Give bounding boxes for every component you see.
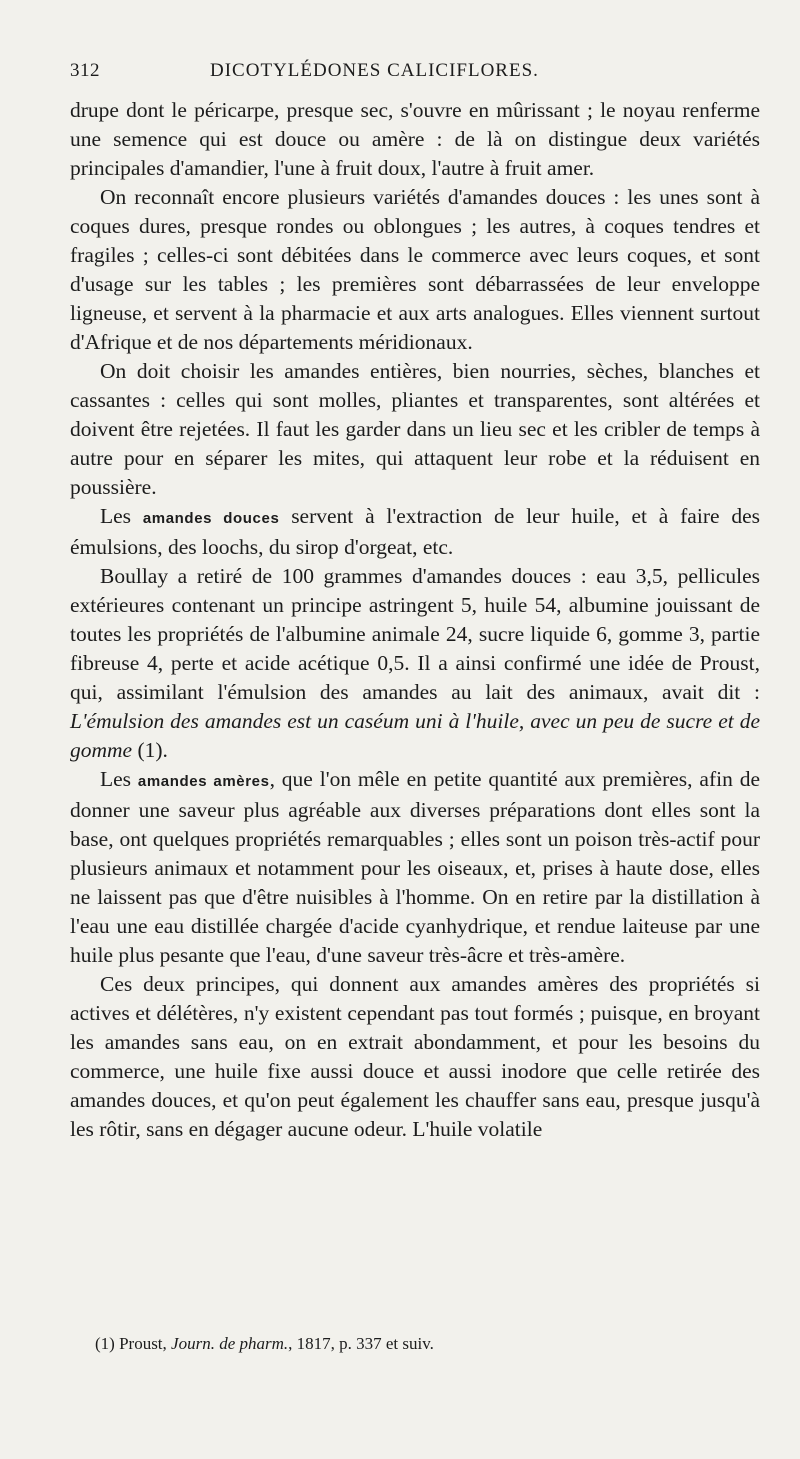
proust-quote: L'émulsion des amandes est un caséum uni à l'huile, avec un peu de sucre et de gomme [70, 709, 760, 762]
paragraph-7: Ces deux principes, qui donnent aux amandes amères des propriétés si actives et délétères, n'y existent cependant pas tout formés ; puisque, en broyant les amandes sans eau, on en extrait abondamment, et pour les besoins du commerce, une huile fixe aussi douce et aussi inodore que celle retirée des amandes douces, et qu'on peut également les chauffer sans eau, presque jusqu'à les rôtir, sans en dégager aucune odeur. L'huile volatile [70, 972, 760, 1141]
term-bitter-almonds: amandes amères [137, 773, 270, 790]
paragraph-3: On doit choisir les amandes entières, bien nourries, sèches, blanches et cassantes : celles qui sont molles, pliantes et transparentes, sont altérées et doivent être rejetées. Il faut les garder dans un lieu sec et les cribler de temps à autre pour en séparer les mites, qui attaquent leur robe et la réduisent en poussière. [70, 359, 760, 499]
paragraph-2: On reconnaît encore plusieurs variétés d'amandes douces : les unes sont à coques dures, presque rondes ou oblongues ; les autres, à coques tendres et fragiles ; celles-ci sont débitées dans le commerce avec leurs coques, et sont d'usage sur les tables ; les premières sont débarrassées de leur enveloppe ligneuse, et servent à la pharmacie et aux arts analogues. Elles viennent surtout d'Afrique et de nos départements méridionaux. [70, 185, 760, 354]
paragraph-6-rest: , que l'on mêle en petite quantité aux premières, afin de donner une saveur plus agréable aux diverses préparations dont elles sont la base, ont quelques propriétés remarquables ; elles sont un poison très-actif pour plusieurs animaux et notamment pour les oiseaux, et, prises à haute dose, elles ne laissent pas que d'être nuisibles à l'homme. On en retire par la distillation à l'eau une eau distillée chargée d'acide cyanhydrique, et rendue laiteuse par une huile plus pesante que l'eau, d'une saveur très-âcre et très-amère. [70, 767, 760, 967]
paragraph-5-text: Boullay a retiré de 100 grammes d'amandes douces : eau 3,5, pellicules extérieures contenant un principe astringent 5, huile 54, albumine jouissant de toutes les propriétés de l'albumine animale 24, sucre liquide 6, gomme 3, partie fibreuse 4, perte et acide acétique 0,5. Il a ainsi confirmé une idée de Proust, qui, assimilant l'émulsion des amandes au lait des animaux, avait dit : [70, 564, 760, 704]
term-sweet-almonds: amandes douces [142, 510, 280, 527]
paragraph-6 [70, 765, 760, 970]
footnote-marker: (1) Proust, [95, 1334, 172, 1353]
paragraph-4 [70, 502, 760, 562]
paragraph-1: drupe dont le péricarpe, presque sec, s'ouvre en mûrissant ; le noyau renferme une semence qui est douce ou amère : de là on distingue deux variétés principales d'amandier, l'une à fruit doux, l'autre à fruit amer. [70, 98, 760, 180]
footnote [95, 1333, 735, 1355]
paragraph-4-lead: Les [100, 504, 143, 528]
running-title: DICOTYLÉDONES CALICIFLORES. [210, 60, 539, 81]
page-header [70, 60, 760, 96]
footnote-journal: Journ. de pharm. [171, 1334, 289, 1353]
book-page [70, 60, 760, 1144]
paragraph-5 [70, 562, 760, 765]
page-number: 312 [70, 60, 100, 81]
footnote-reference: (1). [132, 738, 168, 762]
paragraph-6-lead: Les [100, 767, 138, 791]
paragraph-4-rest: servent à l'extraction de leur huile, et à faire des émulsions, des loochs, du sirop d'orgeat, etc. [70, 504, 760, 559]
footnote-rest: , 1817, p. 337 et suiv. [288, 1334, 434, 1353]
